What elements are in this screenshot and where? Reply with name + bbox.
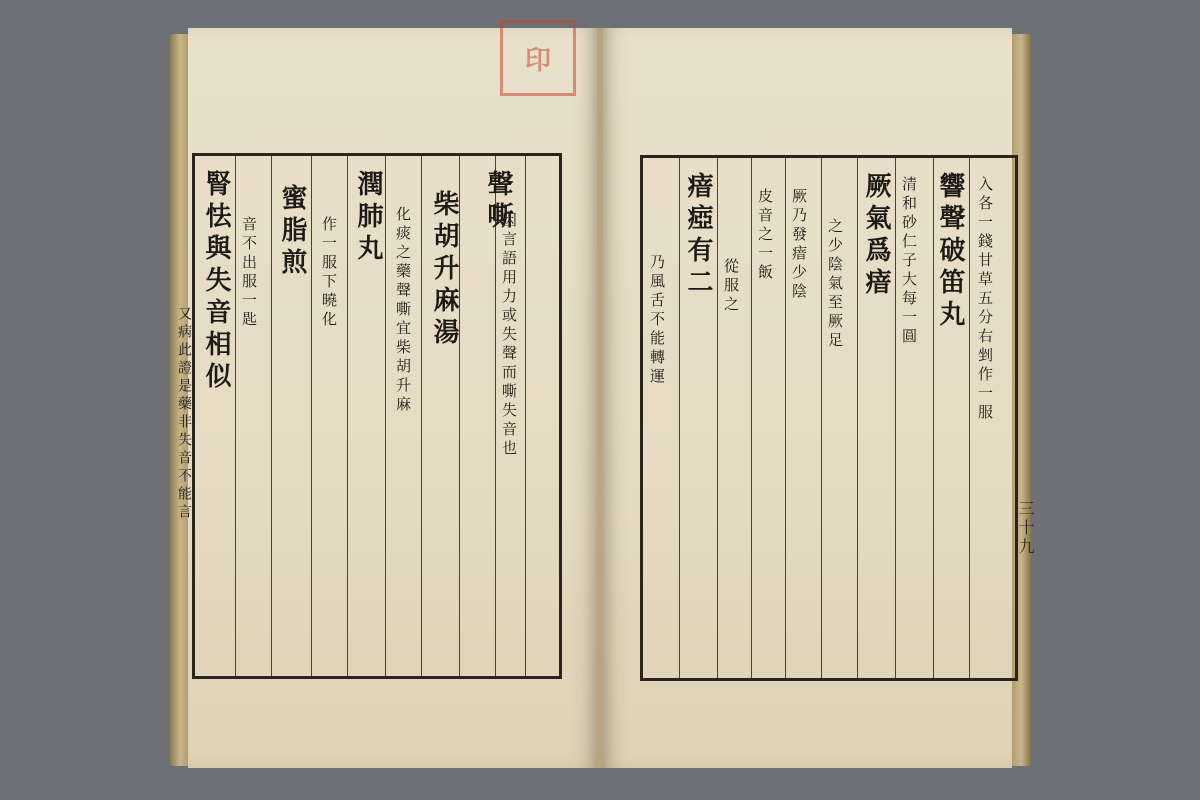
left-heading-5: 腎怯與失音相似 [201, 170, 231, 394]
column-rule [525, 156, 526, 676]
column-rule [751, 158, 752, 678]
column-rule [385, 156, 386, 676]
right-text-col-1: 入各一錢甘草五分右剉作一服 [976, 176, 994, 423]
right-heading-1: 響聲破笛丸 [935, 172, 965, 332]
left-heading-3: 潤肺丸 [353, 170, 383, 266]
column-rule [717, 158, 718, 678]
right-text-frame [640, 155, 1018, 681]
right-text-col-3: 之少陰氣至厥足 [826, 218, 844, 351]
right-text-col-5: 皮音之一飯 [756, 188, 774, 283]
column-rule [421, 156, 422, 676]
left-text-col-3: 作一服下曉化 [320, 216, 338, 330]
folio-number: 三十九 [1016, 500, 1035, 557]
left-heading-4: 蜜脂煎 [277, 184, 307, 280]
column-rule [969, 158, 970, 678]
book-gutter [597, 28, 603, 768]
column-rule [495, 156, 496, 676]
column-rule [933, 158, 934, 678]
ownership-seal: 印 [500, 20, 576, 96]
column-rule [821, 158, 822, 678]
left-heading-2: 柴胡升麻湯 [429, 190, 459, 350]
right-text-col-6: 從服之 [722, 258, 740, 315]
left-text-col-1: 因言語用力或失聲而嘶失音也 [500, 212, 518, 459]
column-rule [311, 156, 312, 676]
column-rule [271, 156, 272, 676]
left-heading-1: 聲嘶 [483, 170, 513, 234]
right-text-col-7: 乃風舌不能轉運 [648, 254, 666, 387]
column-rule [459, 156, 460, 676]
column-rule [857, 158, 858, 678]
left-text-col-4: 音不出服一匙 [240, 216, 258, 330]
column-rule [679, 158, 680, 678]
column-rule [235, 156, 236, 676]
right-heading-3: 瘖瘂有二 [683, 172, 713, 300]
column-rule [347, 156, 348, 676]
right-heading-2: 厥氣爲瘖 [861, 172, 891, 300]
left-text-col-2: 化痰之藥聲嘶宜柴胡升麻 [394, 206, 412, 415]
left-text-frame [176, 153, 562, 679]
left-text-col-5: 又病此證是藥非失音不能言 [176, 306, 192, 522]
right-text-col-4: 厥乃發瘖少陰 [790, 188, 808, 302]
right-text-col-2: 清和砂仁子大每一圓 [900, 176, 918, 347]
column-rule [785, 158, 786, 678]
column-rule [895, 158, 896, 678]
